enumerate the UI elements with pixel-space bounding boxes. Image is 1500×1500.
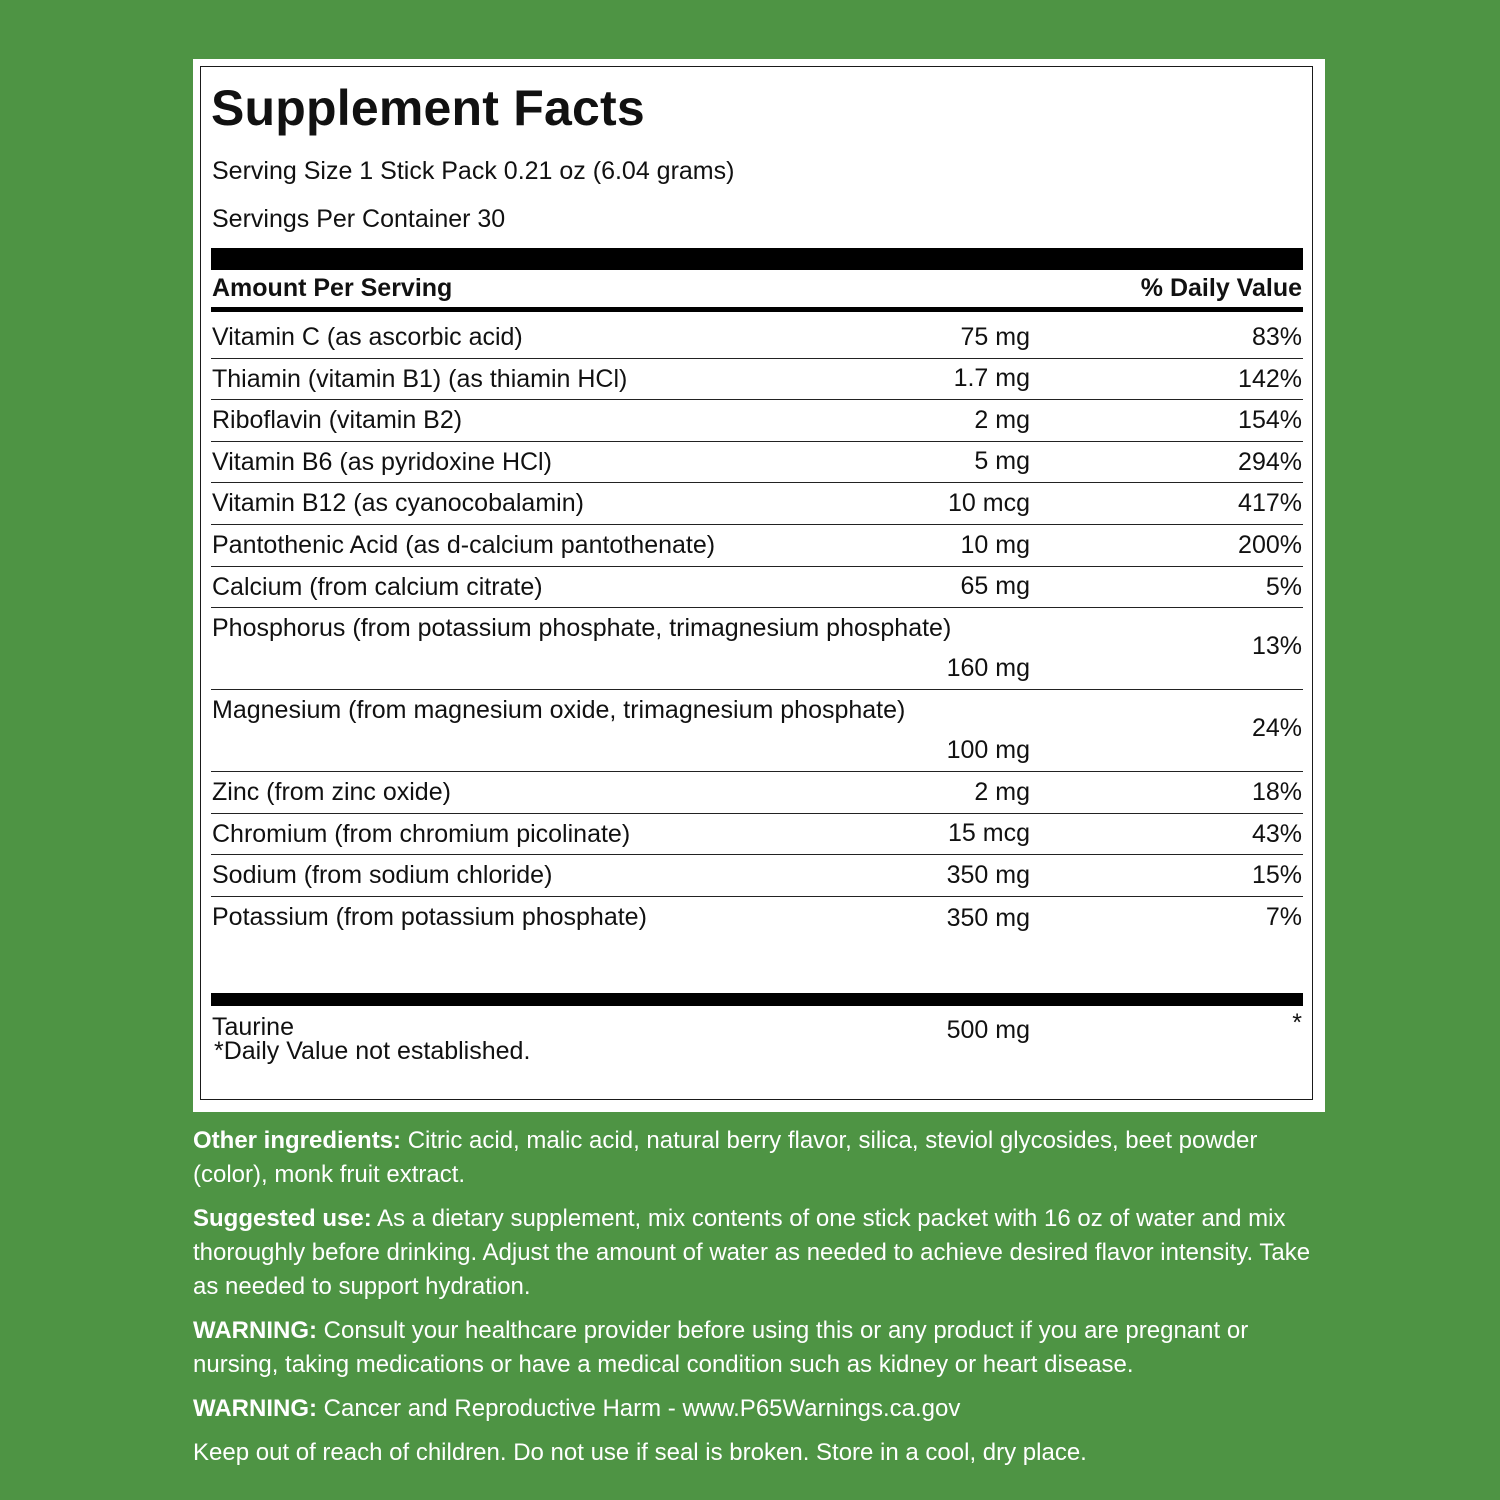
nutrient-daily-value: 294%	[1238, 447, 1302, 476]
other-ingredients-text: Citric acid, malic acid, natural berry flavor, silica, steviol glycosides, beet powder (color), monk fruit extract.	[193, 1127, 1258, 1188]
header-divider	[211, 307, 1303, 312]
nutrient-name: Potassium (from potassium phosphate)	[212, 902, 647, 931]
nutrient-name: Thiamin (vitamin B1) (as thiamin HCl)	[212, 364, 628, 393]
nutrient-name: Zinc (from zinc oxide)	[212, 778, 451, 807]
serving-size: Serving Size 1 Stick Pack 0.21 oz (6.04 grams)	[212, 157, 735, 185]
nutrient-name: Magnesium (from magnesium oxide, trimagnesium phosphate)	[212, 696, 906, 725]
nutrient-name: Chromium (from chromium picolinate)	[212, 819, 631, 848]
nutrient-row	[211, 359, 1303, 401]
nutrient-amount: 350 mg	[946, 860, 1030, 889]
nutrient-row	[211, 525, 1303, 567]
nutrient-daily-value: 142%	[1238, 364, 1302, 393]
nutrient-amount: 65 mg	[960, 572, 1030, 601]
nutrient-amount: 75 mg	[960, 322, 1030, 351]
prop65-warning-text: Cancer and Reproductive Harm - www.P65Warnings.ca.gov	[316, 1395, 961, 1422]
nutrient-row	[211, 814, 1303, 856]
nutrient-amount: 2 mg	[974, 405, 1030, 434]
nutrient-daily-value: 5%	[1265, 572, 1302, 601]
health-warning	[193, 1314, 1323, 1382]
supplement-facts-border	[200, 66, 1313, 1100]
other-ingredients	[193, 1124, 1323, 1192]
nutrient-daily-value: 7%	[1265, 902, 1302, 931]
nutrient-name: Vitamin C (as ascorbic acid)	[212, 323, 523, 351]
nutrient-name: Calcium (from calcium citrate)	[212, 572, 543, 601]
thick-divider-bottom	[211, 993, 1303, 1006]
daily-value-header: % Daily Value	[1140, 274, 1302, 302]
health-warning-text: Consult your healthcare provider before using this or any product if you are pregnant or nursing, taking medications or have a medical condition such as kidney or heart disease.	[193, 1317, 1249, 1378]
nutrient-name: Vitamin B12 (as cyanocobalamin)	[212, 489, 584, 518]
nutrient-amount: 15 mcg	[948, 819, 1030, 848]
prop65-warning	[193, 1392, 1323, 1426]
nutrient-amount: 100 mg	[946, 736, 1030, 765]
nutrient-row	[211, 400, 1303, 442]
nutrient-name: Taurine	[212, 1013, 294, 1041]
thick-divider-top	[211, 248, 1303, 270]
servings-per-container: Servings Per Container 30	[212, 205, 506, 233]
nutrient-amount: 1.7 mg	[953, 364, 1030, 393]
suggested-use-text: As a dietary supplement, mix contents of one stick packet with 16 oz of water and mix thoroughly before drinking. Adjust the amount of water as needed to achieve desired flavor intensity. Take as needed to support hydration.	[193, 1205, 1311, 1300]
nutrient-name: Phosphorus (from potassium phosphate, trimagnesium phosphate)	[212, 614, 952, 643]
nutrient-daily-value: 200%	[1238, 530, 1302, 559]
nutrient-row	[211, 442, 1303, 484]
nutrient-amount: 160 mg	[946, 654, 1030, 683]
nutrient-row	[211, 772, 1303, 814]
nutrient-amount: 10 mcg	[948, 488, 1030, 517]
nutrient-amount: 350 mg	[946, 903, 1030, 932]
product-information	[193, 1124, 1323, 1480]
nutrient-table	[211, 317, 1303, 1044]
amount-per-serving-header: Amount Per Serving	[212, 274, 453, 302]
nutrient-row	[211, 690, 1303, 772]
nutrient-amount: 10 mg	[960, 530, 1030, 559]
health-warning-label: WARNING:	[193, 1317, 317, 1344]
nutrient-daily-value: 13%	[1251, 632, 1302, 661]
nutrient-amount: 5 mg	[974, 447, 1030, 476]
nutrient-name: Riboflavin (vitamin B2)	[212, 406, 463, 435]
nutrient-daily-value: *	[1292, 1009, 1302, 1037]
nutrient-name: Pantothenic Acid (as d-calcium pantothenate)	[212, 530, 716, 559]
suggested-use	[193, 1202, 1323, 1304]
nutrient-row	[211, 483, 1303, 525]
nutrient-daily-value: 18%	[1251, 778, 1302, 807]
nutrient-amount: 500 mg	[946, 1016, 1030, 1044]
nutrient-amount: 2 mg	[974, 777, 1030, 806]
nutrient-daily-value: 24%	[1251, 714, 1302, 743]
facts-title: Supplement Facts	[211, 80, 645, 136]
nutrient-row	[211, 317, 1303, 359]
nutrient-daily-value: 154%	[1238, 406, 1302, 435]
suggested-use-label: Suggested use:	[193, 1205, 372, 1232]
nutrient-row	[211, 897, 1303, 939]
nutrient-row	[211, 608, 1303, 690]
nutrient-daily-value: 417%	[1238, 489, 1302, 518]
nutrient-name: Vitamin B6 (as pyridoxine HCl)	[212, 447, 552, 476]
nutrient-daily-value: 43%	[1251, 819, 1302, 848]
nutrient-row	[211, 855, 1303, 897]
nutrient-daily-value: 83%	[1251, 323, 1302, 351]
column-header	[212, 271, 1302, 307]
storage-instructions: Keep out of reach of children. Do not use if seal is broken. Store in a cool, dry place.	[193, 1439, 1087, 1466]
prop65-warning-label: WARNING:	[193, 1395, 317, 1422]
daily-value-footnote: *Daily Value not established.	[214, 1037, 531, 1065]
other-ingredients-label: Other ingredients:	[193, 1127, 402, 1154]
nutrient-daily-value: 15%	[1251, 861, 1302, 890]
nutrient-row	[211, 567, 1303, 609]
nutrient-name: Sodium (from sodium chloride)	[212, 861, 553, 890]
supplement-facts-panel	[193, 59, 1325, 1112]
